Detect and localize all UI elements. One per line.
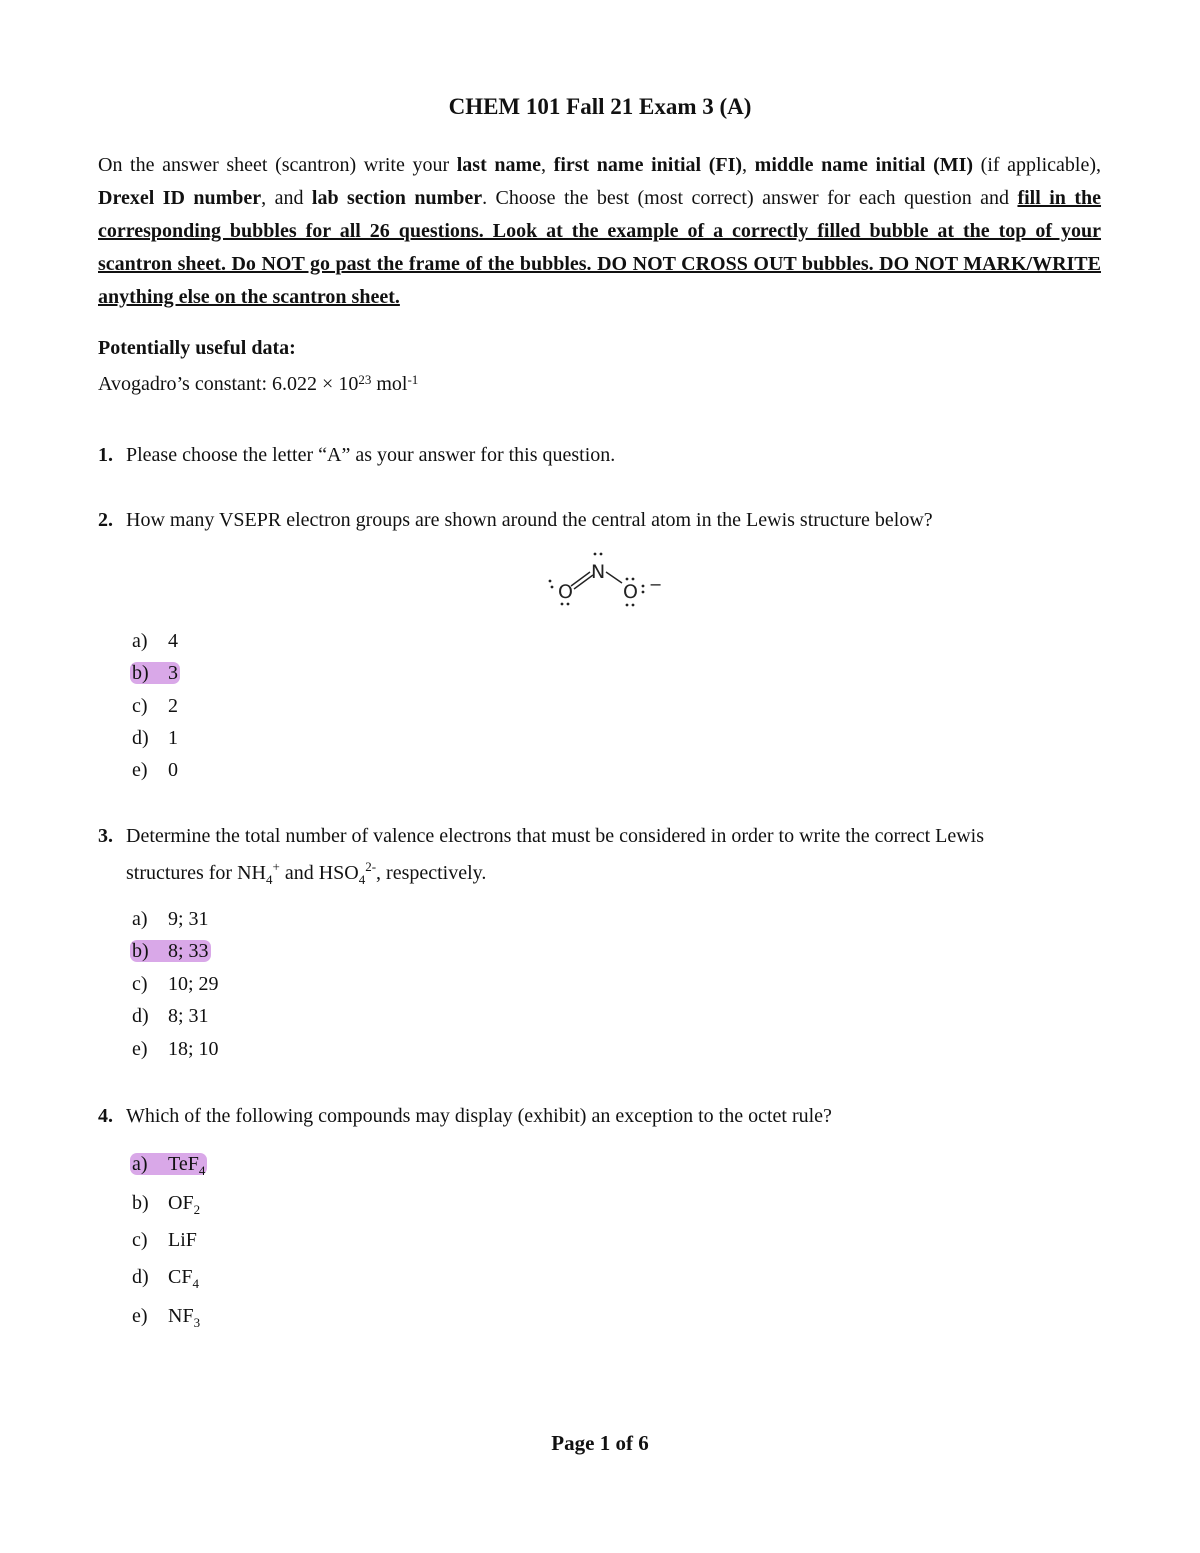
instructions: On the answer sheet (scantron) write your last name, first name initial (FI), middle name initial (MI) (if applicable), Drexel ID number, and lab section number. Choose the best (most correct) answer for each question and fill in the corresponding bubbles for all 26 questions. Look at the example of a correctly filled bubble at the top of your scantron sheet. Do NOT go past the frame of the bubbles. DO NOT CROSS OUT bubbles. DO NOT MARK/WRITE anything else on the scantron sheet. [98, 154, 1102, 308]
lewis-atom-o-right: O [623, 581, 638, 603]
q4-option-c[interactable]: c) LiF [132, 1229, 197, 1251]
instr-bold-last-name: last name [456, 154, 542, 176]
instr-bold-drexel-id: Drexel ID number [98, 187, 262, 209]
q4-option-e[interactable]: e) $NF_3$ [132, 1305, 201, 1330]
q2-option-a[interactable]: a) 4 [132, 630, 178, 652]
q4-option-a[interactable] [132, 1151, 207, 1179]
q3-option-b[interactable] [132, 938, 211, 964]
useful-data-heading: Potentially useful data: [98, 337, 296, 359]
lewis-atom-n: N [591, 561, 606, 583]
page-footer: Page 1 of 6 [551, 1431, 649, 1455]
lewis-charge: − [649, 575, 663, 594]
q4-option-d[interactable]: d) $CF_4$ [132, 1266, 199, 1291]
q3-option-c[interactable]: c) 10; 29 [132, 973, 219, 995]
highlighted-answer: b) 3 [132, 662, 178, 684]
instr-bold-middle-initial: middle name initial (MI) [754, 154, 974, 176]
lewis-structure-nitrite [540, 550, 670, 612]
page-title: CHEM 101 Fall 21 Exam 3 (A) [448, 94, 752, 119]
instr-text: On the answer sheet (scantron) write your [98, 154, 457, 176]
q3-option-a[interactable]: a) 9; 31 [132, 908, 209, 930]
q2-option-b[interactable] [132, 660, 180, 686]
instr-bold-lab-section: lab section number [311, 187, 483, 209]
q3-option-d[interactable]: d) 8; 31 [132, 1005, 209, 1027]
question-3-continued: structures for $NH_4^+$ and $HSO_4^{2-}$, respectively. [126, 859, 487, 887]
lewis-atom-o-left: O [558, 581, 573, 603]
instr-underlined-rules: fill in the corresponding bubbles for all 26 questions. Look at the example of a correctly filled bubble at the top of your scantron sheet. Do NOT go past the frame of the bubbles. DO NOT CROSS OUT bubbles. DO NOT MARK/WRITE anything else on the scantron sheet. [98, 187, 1102, 308]
question-2: 2. How many VSEPR electron groups are shown around the central atom in the Lewis structure below? [98, 509, 933, 531]
q2-option-e[interactable]: e) 0 [132, 759, 178, 781]
question-4: 4. Which of the following compounds may display (exhibit) an exception to the octet rule? [98, 1105, 832, 1127]
question-3: 3. Determine the total number of valence electrons that must be considered in order to write the correct Lewis [98, 825, 985, 847]
q3-option-e[interactable]: e) 18; 10 [132, 1038, 219, 1060]
q4-option-b[interactable]: b) $OF_2$ [132, 1192, 201, 1217]
q2-option-c[interactable]: c) 2 [132, 695, 178, 717]
instr-bold-first-initial: first name initial (FI) [553, 154, 743, 176]
q2-option-d[interactable]: d) 1 [132, 727, 178, 749]
question-1: 1. Please choose the letter “A” as your answer for this question. [98, 444, 616, 466]
avogadro-constant: Avogadro’s constant: $6.022 \times 10^{23}$ mol$^{-1}$ [98, 372, 419, 395]
highlighted-answer: b) 8; 33 [132, 940, 209, 962]
highlighted-answer: a) TeF$_4$ [132, 1153, 206, 1178]
